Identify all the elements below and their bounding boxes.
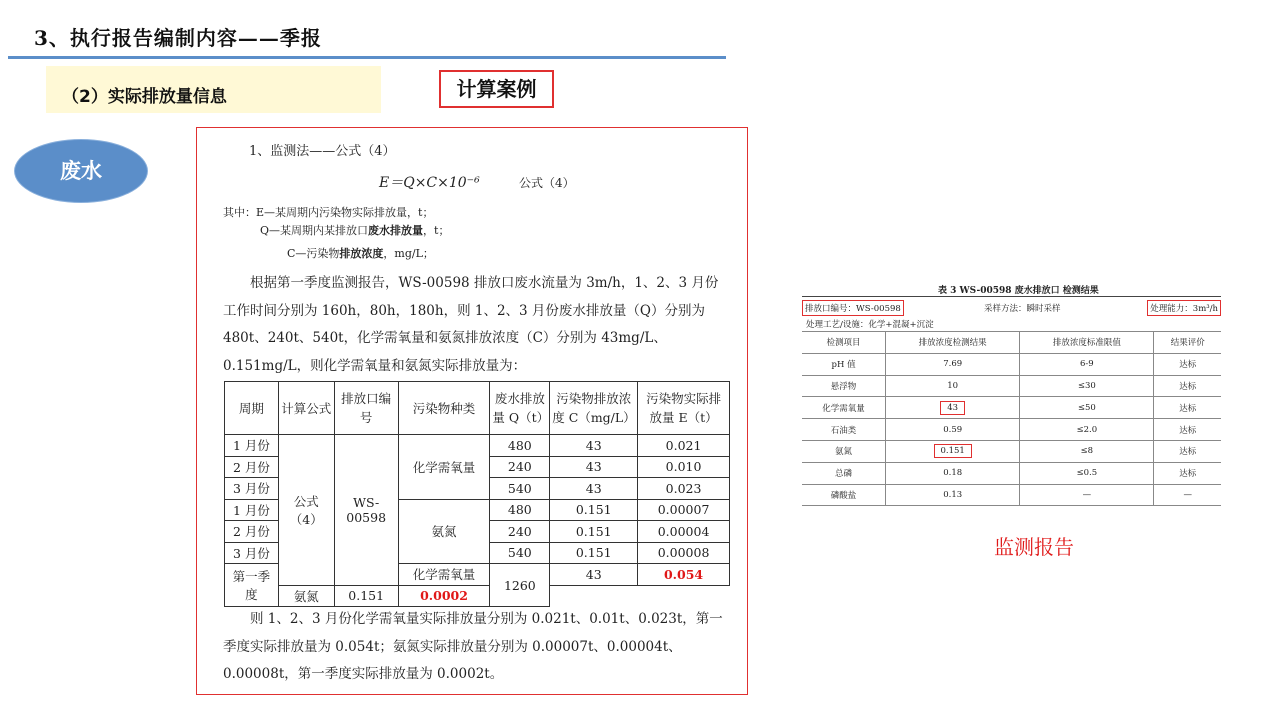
quarter-cod-e: 0.054 <box>638 564 730 586</box>
report-cell-result <box>886 440 1020 462</box>
q-cell: 480 <box>490 435 550 457</box>
report-header-row <box>802 332 1221 354</box>
report-cell-item: 总磷 <box>802 462 886 484</box>
q-cell: 240 <box>490 521 550 543</box>
conclusion-paragraph: 则 1、2、3 月份化学需氧量实际排放量分别为 0.021t、0.01t、0.023t，第一季度实际排放量为 0.054t；氨氮实际排放量分别为 0.00007t、0.00004t、0.00008t，第一季度实际排放量为 0.0002t。 <box>223 611 723 682</box>
report-cell-eval: 达标 <box>1154 353 1221 375</box>
header-c: 污染物排放浓度 C（mg/L） <box>550 382 638 435</box>
c-cell: 0.151 <box>550 542 638 564</box>
e-cell: 0.010 <box>638 456 730 478</box>
where-q-bold: 废水排放量 <box>368 224 424 237</box>
report-header-result: 排放浓度检测结果 <box>886 332 1020 354</box>
header-formula: 计算公式 <box>278 382 334 435</box>
where-e: 其中：E—某周期内污染物实际排放量，t； <box>223 206 434 219</box>
monitoring-report-table <box>802 331 1221 506</box>
report-cell-limit: 6-9 <box>1020 353 1154 375</box>
period-cell: 2 月份 <box>225 521 279 543</box>
c-cell: 43 <box>550 478 638 500</box>
period-cell: 3 月份 <box>225 478 279 500</box>
outlet-cell: WS-00598 <box>334 435 398 586</box>
e-cell: 0.00004 <box>638 521 730 543</box>
pollutant-nh3: 氨氮 <box>398 499 490 564</box>
report-row <box>802 419 1221 441</box>
report-cell-item: pH 值 <box>802 353 886 375</box>
report-cell-result: 0.13 <box>886 484 1020 506</box>
header-pollutant: 污染物种类 <box>398 382 490 435</box>
report-cell-item: 悬浮物 <box>802 375 886 397</box>
report-sampling: 采样方法：瞬时采样 <box>984 304 1061 314</box>
q-cell: 480 <box>490 499 550 521</box>
highlighted-result: 43 <box>940 401 965 415</box>
quarter-pollutant-nh3: 氨氮 <box>278 585 334 607</box>
report-row <box>802 462 1221 484</box>
outlet-value: WS-00598 <box>856 304 901 314</box>
q-cell: 540 <box>490 542 550 564</box>
where-c-pre: C—污染物 <box>287 247 340 260</box>
c-cell: 0.151 <box>550 499 638 521</box>
c-cell: 43 <box>550 435 638 457</box>
table-header-row <box>225 382 730 435</box>
where-q-pre: Q—某周期内某排放口 <box>260 224 369 237</box>
c-cell: 0.151 <box>550 521 638 543</box>
q-cell: 540 <box>490 478 550 500</box>
report-title: 表 3 WS-00598 废水排放口 检测结果 <box>938 286 1099 296</box>
report-cell-item: 磷酸盐 <box>802 484 886 506</box>
outlet-label: 排放口编号： <box>805 304 857 314</box>
e-cell: 0.023 <box>638 478 730 500</box>
where-c-bold: 排放浓度 <box>339 247 384 260</box>
report-cell-result: 0.18 <box>886 462 1020 484</box>
period-cell: 3 月份 <box>225 542 279 564</box>
report-process: 处理工艺/设施：化学+混凝+沉淀 <box>806 320 934 330</box>
report-cell-result: 10 <box>886 375 1020 397</box>
explanation-paragraph: 根据第一季度监测报告，WS-00598 排放口废水流量为 3m/h，1、2、3 月份工作时间分别为 160h，80h，180h，则 1、2、3 月份废水排放量（Q）分别为 480t、240t、540t，化学需氧量和氨氮排放浓度（C）分别为 43mg/L、0.151mg/L，则化学需氧量和氨氮实际排放量为： <box>223 275 719 374</box>
e-cell: 0.00007 <box>638 499 730 521</box>
header-q: 废水排放量 Q（t） <box>490 382 550 435</box>
quarter-cod-c: 43 <box>550 564 638 586</box>
period-cell: 2 月份 <box>225 456 279 478</box>
header-period: 周期 <box>225 382 279 435</box>
method-heading: 1、监测法——公式（4） <box>249 144 396 159</box>
report-cell-eval: 达标 <box>1154 419 1221 441</box>
quarter-period-cell: 第一季度 <box>225 564 279 607</box>
report-cell-eval: 达标 <box>1154 440 1221 462</box>
report-cell-item: 石油类 <box>802 419 886 441</box>
calc-example-badge: 计算案例 <box>439 70 554 108</box>
report-caption: 监测报告 <box>994 535 1074 559</box>
report-cell-eval: — <box>1154 484 1221 506</box>
report-cell-result <box>886 397 1020 419</box>
quarter-pollutant-cod: 化学需氧量 <box>398 564 490 586</box>
calculation-document <box>196 127 748 695</box>
report-cell-eval: 达标 <box>1154 375 1221 397</box>
pollutant-cod: 化学需氧量 <box>398 435 490 500</box>
formula-label: 公式（4） <box>519 176 575 190</box>
quarter-q-cell: 1260 <box>490 564 550 607</box>
report-capacity: 处理能力：3m³/h <box>1147 300 1221 316</box>
report-cell-eval: 达标 <box>1154 462 1221 484</box>
report-outlet <box>802 300 904 316</box>
report-cell-item: 化学需氧量 <box>802 397 886 419</box>
report-header-limit: 排放浓度标准限值 <box>1020 332 1154 354</box>
report-row <box>802 397 1221 419</box>
formula-cell: 公式（4） <box>278 435 334 586</box>
where-q <box>260 222 449 238</box>
report-cell-limit: ≤2.0 <box>1020 419 1154 441</box>
title-divider <box>8 56 726 59</box>
report-info <box>802 296 1221 330</box>
highlighted-result: 0.151 <box>934 444 972 458</box>
header-e: 污染物实际排放量 E（t） <box>638 382 730 435</box>
table-row <box>225 585 730 607</box>
report-row <box>802 440 1221 462</box>
where-c <box>287 245 434 261</box>
quarter-nh3-e: 0.0002 <box>398 585 490 607</box>
report-cell-limit: ≤50 <box>1020 397 1154 419</box>
quarter-nh3-c: 0.151 <box>334 585 398 607</box>
report-cell-limit: — <box>1020 484 1154 506</box>
report-cell-limit: ≤0.5 <box>1020 462 1154 484</box>
formula: E＝Q×C×10⁻⁶ <box>379 175 480 191</box>
report-body <box>802 353 1221 506</box>
report-cell-limit: ≤8 <box>1020 440 1154 462</box>
report-header-eval: 结果评价 <box>1154 332 1221 354</box>
table-row <box>225 435 730 457</box>
report-header-item: 检测项目 <box>802 332 886 354</box>
q-cell: 240 <box>490 456 550 478</box>
report-cell-item: 氨氮 <box>802 440 886 462</box>
e-cell: 0.021 <box>638 435 730 457</box>
header-outlet: 排放口编号 <box>334 382 398 435</box>
wastewater-ellipse: 废水 <box>14 139 148 203</box>
where-q-post: ，t； <box>423 224 450 237</box>
slide-title: 3、执行报告编制内容——季报 <box>34 26 322 50</box>
report-cell-eval: 达标 <box>1154 397 1221 419</box>
report-row <box>802 353 1221 375</box>
e-cell: 0.00008 <box>638 542 730 564</box>
report-cell-limit: ≤30 <box>1020 375 1154 397</box>
calculation-table <box>224 381 730 607</box>
where-c-post: ，mg/L； <box>383 247 434 260</box>
period-cell: 1 月份 <box>225 499 279 521</box>
c-cell: 43 <box>550 456 638 478</box>
report-row <box>802 484 1221 506</box>
report-row <box>802 375 1221 397</box>
section-label: （2）实际排放量信息 <box>62 87 227 107</box>
report-cell-result: 7.69 <box>886 353 1020 375</box>
report-cell-result: 0.59 <box>886 419 1020 441</box>
period-cell: 1 月份 <box>225 435 279 457</box>
